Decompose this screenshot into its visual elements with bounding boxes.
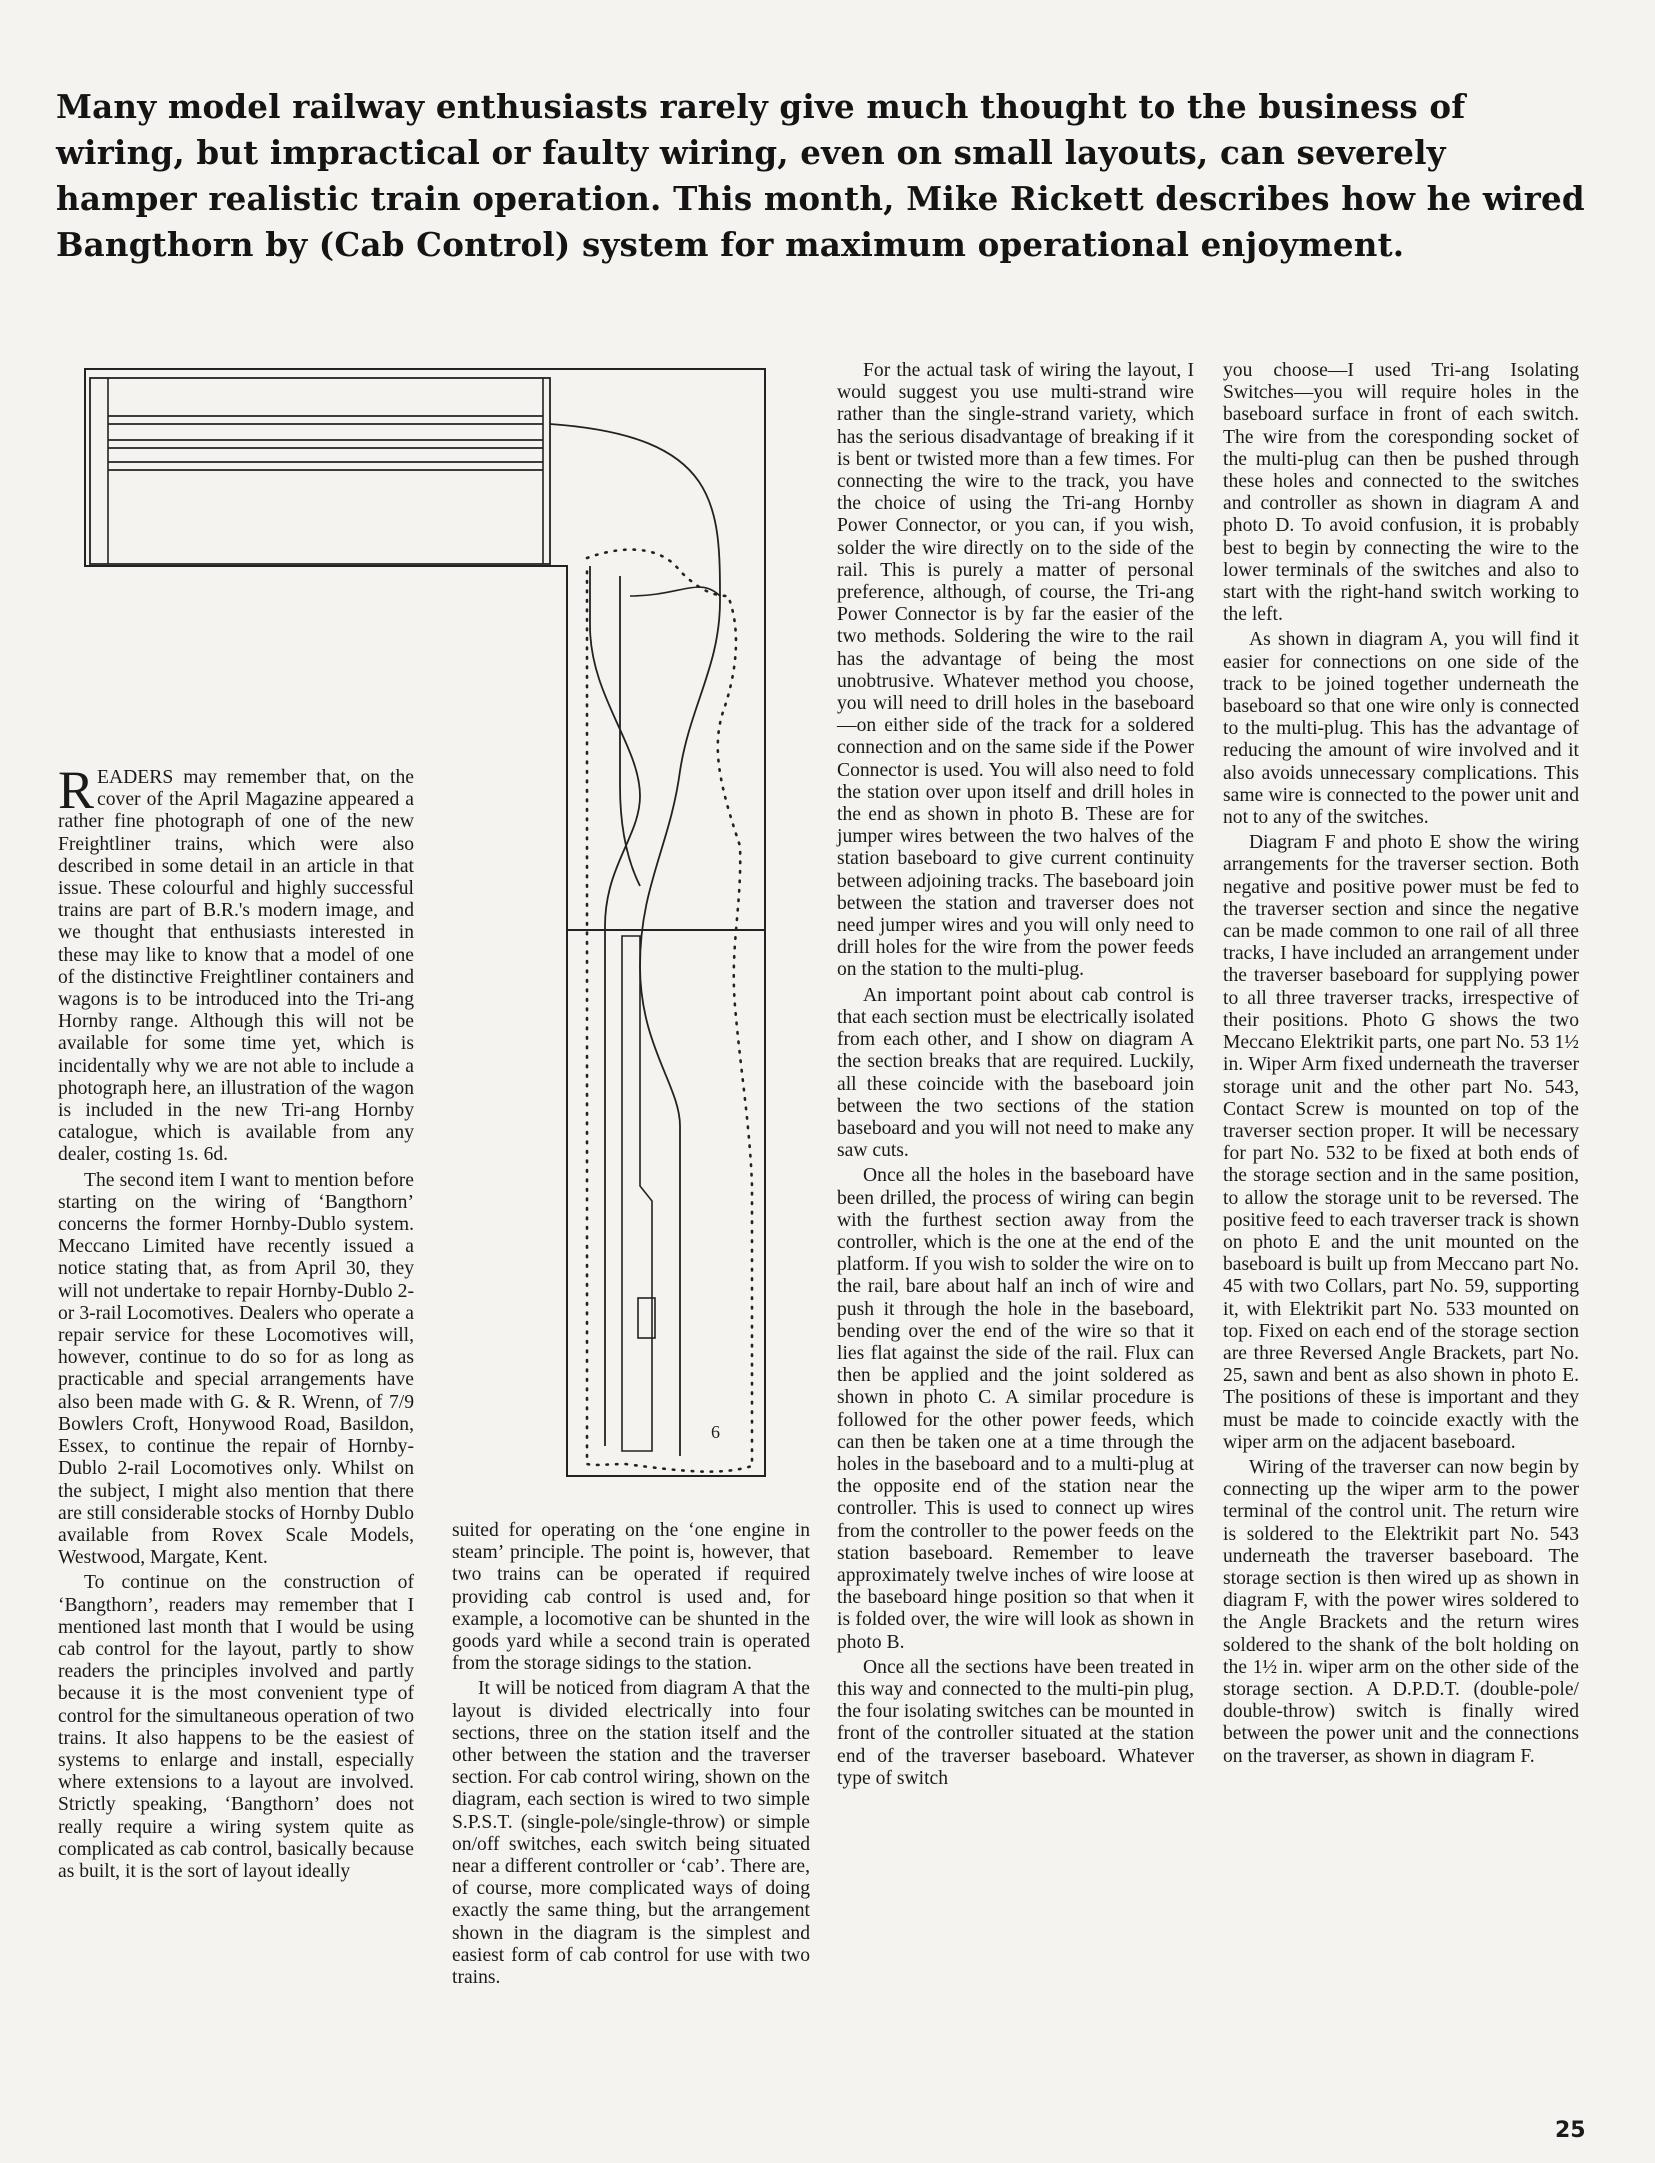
paragraph: The second item I want to mention before starting on the wiring of ‘Bangthorn’ concerns the former Hornby-Dublo system. Meccano Limited have recently issued a notice stating that, as from April 30, they will not undertake to repair Hornby-Dublo 2- or 3-rail Locomotives. Dealers who operate a repair service for these Locomotives will, however, continue to do so for as long as practicable and special arrangements have also been made with G. & R. Wrenn, of 7/9 Bowlers Croft, Honywood Road, Basildon, Essex, to continue the repair of Hornby-Dublo 2-rail Locomotives only. Whilst on the subject, I might also mention that there are still considerable stocks of Hornby Dublo available from Rovex Scale Models, Westwood, Margate, Kent. (58, 1169, 414, 1569)
curved-track (550, 424, 720, 1456)
diagram-marker: 6 (711, 1422, 720, 1442)
article-column-4 (1223, 360, 1579, 1771)
paragraph: Diagram F and photo E show the wiring arrangements for the traverser section. Both negative and positive power must be fed to the traverser section and since the negative can be made common to one rail of all three tracks, I have included an arrangement under the traverser baseboard for supplying power to all three traverser tracks, irrespective of their positions. Photo G shows the two Meccano Elektrikit parts, one part No. 53 1½ in. Wiper Arm fixed underneath the traverser storage unit and the other part No. 543, Contact Screw is mounted on top of the traverser section proper. It will be necessary for part No. 532 to be fixed at both ends of the storage section and in the same position, to allow the storage unit to be reversed. The positive feed to each traverser track is shown on photo E and the unit mounted on the baseboard is built up from Meccano part No. 45 with two Collars, part No. 59, supporting it, with Elektrikit part No. 533 mounted on top. Fixed on each end of the storage section are three Reversed Angle Brackets, part No. 25, sawn and bent as also shown in photo E. The positions of these is important and they must be made to coincide exactly with the wiper arm on the adjacent baseboard. (1223, 832, 1579, 1453)
drop-cap: R (58, 760, 95, 820)
paragraph: Once all the holes in the baseboard have been drilled, the process of wiring can begin with the furthest section away from the controller, which is the one at the end of the platform. If you wish to solder the wire on to the rail, bare about half an inch of wire and push it through the hole in the baseboard, bending over the end of the wire so that it lies flat against the side of the rail. Flux can then be applied and the joint soldered as shown in photo C. A similar procedure is followed for the other power feeds, which can then be taken one at a time through the holes in the baseboard and to a multi-plug at the opposite end of the station near the controller. This is used to connect up wires from the controller to the power feeds on the station baseboard. Remember to leave approximately twelve inches of wire loose at the baseboard hinge position so that when it is folded over, the wire will look as shown in photo B. (837, 1165, 1194, 1653)
article-column-3 (837, 360, 1194, 1793)
traverser-tracks (108, 416, 543, 470)
article-column-2 (452, 1520, 810, 1992)
paragraph: READERS may remember that, on the cover of the April Magazine appeared a rather fine photograph of one of the new Freightliner trains, which were also described in some detail in an article in that issue. These colourful and highly successful trains are part of B.R.'s modern image, and we thought that enthusiasts interested in these may like to know that a model of one of the distinctive Freightliner containers and wagons is to be introduced into the Tri-ang Hornby range. Although this will not be available for some time yet, which is incidentally why we are not able to include a photograph here, an illustration of the wagon is included in the new Tri-ang Hornby catalogue, which is available from any dealer, costing 1s. 6d. (58, 760, 414, 1166)
paragraph: For the actual task of wiring the layout, I would suggest you use multi-strand wire rather than the single-strand variety, which has the serious disadvantage of breaking if it is bent or twisted more than a few times. For connecting the wire to the track, you have the choice of using the Tri-ang Hornby Power Connector, or you can, if you wish, solder the wire directly on to the side of the rail. This is purely a matter of personal preference, although, of course, the Tri-ang Power Connector is by far the easier of the two methods. Soldering the wire to the rail has the advantage of being the most unobtrusive. Whatever method you choose, you will need to drill holes in the baseboard —on either side of the track for a soldered connection and on the same side if the Power Connector is used. You will also need to fold the station over upon itself and drill holes in the end as shown in photo B. These are for jumper wires between the two halves of the station baseboard to give current continuity between adjoining tracks. The baseboard join between the station and traverser does not need jumper wires and you will only need to drill holes for the wire from the power feeds on the station to the multi-plug. (837, 360, 1194, 981)
page-number: 25 (1555, 2118, 1586, 2143)
paragraph: you choose—I used Tri-ang Isolating Switches—you will require holes in the baseboard surface in front of each switch. The wire from the coresponding socket of the multi-plug can then be pushed through these holes and connected to the switches and controller as shown in diagram A and photo D. To avoid confusion, it is probably best to begin by connecting the wire to the lower terminals of the switches and also to start with the right-hand switch working to the left. (1223, 360, 1579, 626)
headline: Many model railway enthusiasts rarely give much thought to the business of wiring, but impractical or faulty wiring, even on small layouts, can severely hamper realistic train operation. This month, Mike Rickett describes how he wired Bangthorn by (Cab Control) system for maximum operational enjoyment. (56, 87, 1585, 264)
article-column-1 (58, 760, 414, 1886)
station-track-left (590, 566, 640, 1446)
traverser-board (90, 378, 550, 564)
paragraph: To continue on the construction of ‘Bangthorn’, readers may remember that I mentioned last month that I would be using cab control for the layout, partly to show readers the principles involved and partly because it is the most convenient type of control for the simultaneous operation of two trains. It also happens to be the easiest of systems to enlarge and install, especially where extensions to a layout are involved. Strictly speaking, ‘Bangthorn’ does not really require a wiring system quite as complicated as cab control, basically because as built, it is the sort of layout ideally (58, 1572, 414, 1882)
paragraph: suited for operating on the ‘one engine in steam’ principle. The point is, however, that two trains can be operated if required providing cab control is used and, for example, a locomotive can be shunted in the goods yard while a second train is operated from the storage sidings to the station. (452, 1520, 810, 1675)
section-boundary-dotted (587, 550, 752, 1472)
station-track-middle (620, 576, 640, 886)
platform (622, 936, 652, 1451)
paragraph: An important point about cab control is that each section must be electrically isolated from each other, and I show on diagram A the section breaks that are required. Luckily, all these coincide with the baseboard join between the two sections of the station baseboard and you will not need to make any saw cuts. (837, 984, 1194, 1162)
paragraph: Once all the sections have been treated in this way and connected to the multi-pin plug, the four isolating switches can be mounted in front of the controller situated at the station end of the traverser baseboard. Whatever type of switch (837, 1656, 1194, 1789)
paragraph: It will be noticed from diagram A that the layout is divided electrically into four sections, three on the station itself and the other between the station and the traverser section. For cab control wiring, shown on the diagram, each section is wired to two simple S.P.S.T. (single-pole/single-throw) or simple on/off switches, each switch being situated near a different controller or ‘cab’. There are, of course, more complicated ways of doing exactly the same thing, but the arrangement shown in the diagram is the simplest and easiest form of cab control for use with two trains. (452, 1678, 810, 1989)
paragraph: Wiring of the traverser can now begin by connecting up the wiper arm to the power terminal of the control unit. The return wire is soldered to the Elektrikit part No. 543 underneath the traverser baseboard. The storage section is then wired up as shown in diagram F, with the power wires soldered to the Angle Brackets and the return wires soldered to the shank of the bolt holding on the 1½ in. wiper arm on the other side of the storage section. A D.P.D.T. (double-pole/ double-throw) switch is finally wired between the power unit and the connections on the traverser, as shown in diagram F. (1223, 1456, 1579, 1767)
paragraph: As shown in diagram A, you will find it easier for connections on one side of the track to be joined together underneath the baseboard so that one wire only is connected to the multi-plug. This has the advantage of reducing the amount of wire involved and it also avoids unnecessary complications. This same wire is connected to the power unit and not to any of the switches. (1223, 629, 1579, 829)
